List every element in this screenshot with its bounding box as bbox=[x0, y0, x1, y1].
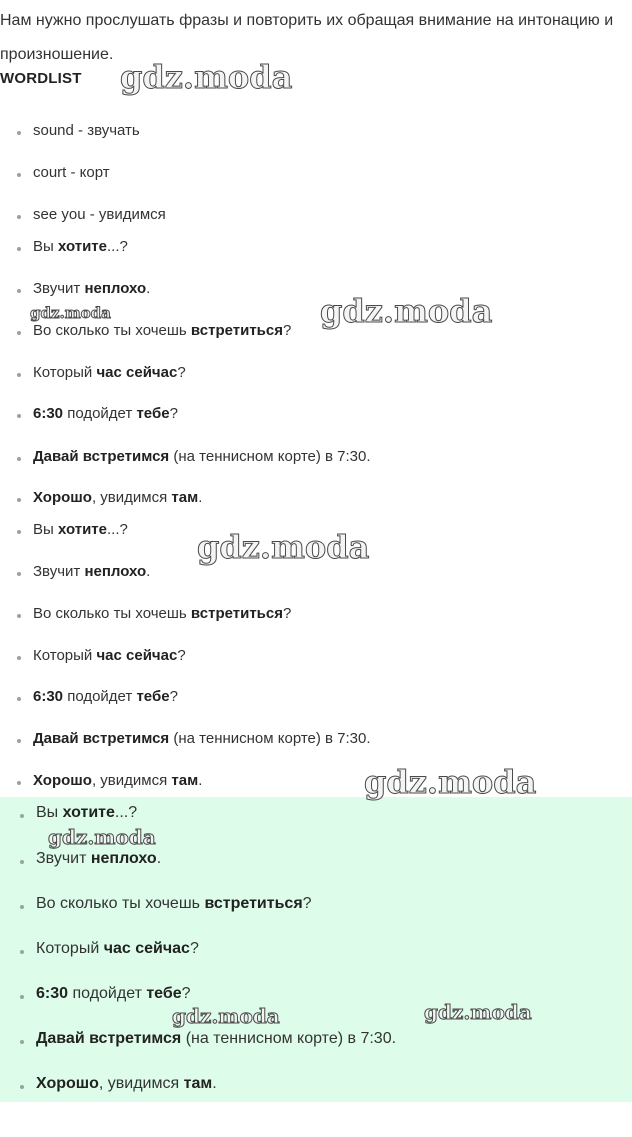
emphasized-text: там bbox=[171, 772, 199, 789]
list-item-text bbox=[33, 405, 178, 422]
watermark: gdz.moda bbox=[364, 763, 537, 801]
phrase-text: Который bbox=[33, 647, 97, 664]
watermark: gdz.moda bbox=[120, 58, 293, 96]
emphasized-text: Давай встретимся bbox=[33, 448, 170, 465]
phrase-text: . bbox=[198, 489, 203, 506]
phrase-text: Звучит bbox=[33, 280, 85, 297]
bullet-icon bbox=[20, 860, 24, 864]
watermark: gdz.moda bbox=[424, 1000, 532, 1024]
phrase-text: подойдет bbox=[68, 985, 147, 1002]
phrase-text: (на теннисном корте) в 7:30. bbox=[169, 448, 371, 465]
watermark: gdz.moda bbox=[48, 825, 156, 849]
phrase-text: ...? bbox=[106, 238, 128, 255]
phrase-text: . bbox=[146, 280, 151, 297]
list-item-text bbox=[33, 647, 186, 664]
emphasized-text: неплохо bbox=[84, 563, 147, 580]
list-item-text bbox=[36, 985, 191, 1003]
phrase-text: (на теннисном корте) в 7:30. bbox=[169, 730, 371, 747]
phrase-text: Звучит bbox=[33, 563, 85, 580]
emphasized-text: тебе bbox=[136, 405, 170, 422]
list-item-text bbox=[33, 322, 291, 339]
emphasized-text: там bbox=[183, 1075, 213, 1092]
emphasized-text: там bbox=[171, 489, 199, 506]
bullet-icon bbox=[20, 1040, 24, 1044]
phrase-text: подойдет bbox=[63, 405, 137, 422]
bullet-icon bbox=[17, 215, 21, 219]
wordlist-entry: court - корт bbox=[33, 164, 110, 181]
emphasized-text: Хорошо bbox=[33, 772, 92, 789]
list-item-text bbox=[33, 280, 150, 297]
watermark: gdz.moda bbox=[172, 1004, 280, 1028]
phrase-text: (на теннисном корте) в 7:30. bbox=[181, 1030, 397, 1047]
emphasized-text: хотите bbox=[57, 238, 107, 255]
list-item-text bbox=[33, 730, 371, 747]
phrase-text: Звучит bbox=[36, 850, 91, 867]
emphasized-text: встретиться bbox=[190, 322, 283, 339]
emphasized-text: Давай встретимся bbox=[36, 1030, 182, 1047]
watermark: gdz.moda bbox=[30, 304, 111, 322]
bullet-icon bbox=[17, 781, 21, 785]
phrase-text: . bbox=[156, 850, 162, 867]
emphasized-text: 6:30 bbox=[33, 405, 64, 422]
emphasized-text: встретиться bbox=[204, 895, 303, 912]
wordlist-heading: WORDLIST bbox=[0, 70, 82, 87]
emphasized-text: хотите bbox=[62, 804, 115, 821]
phrase-text: Вы bbox=[36, 804, 63, 821]
phrase-text: . bbox=[198, 772, 203, 789]
watermark: gdz.moda bbox=[320, 292, 493, 330]
emphasized-text: тебе bbox=[146, 985, 182, 1002]
bullet-icon bbox=[20, 1085, 24, 1089]
list-item-text bbox=[33, 563, 150, 580]
list-item-text bbox=[33, 448, 371, 465]
bullet-icon bbox=[20, 995, 24, 999]
bullet-icon bbox=[17, 331, 21, 335]
phrase-text: ? bbox=[169, 688, 178, 705]
phrase-text: ? bbox=[181, 985, 191, 1002]
list-item-text bbox=[36, 940, 199, 958]
emphasized-text: Хорошо bbox=[36, 1075, 99, 1092]
bullet-icon bbox=[17, 247, 21, 251]
phrase-text: , увидимся bbox=[98, 1075, 184, 1092]
list-item-text bbox=[36, 1075, 217, 1093]
phrase-text: , увидимся bbox=[91, 772, 172, 789]
phrase-text: Во сколько ты хочешь bbox=[33, 605, 191, 622]
phrase-text: ? bbox=[282, 605, 292, 622]
list-item-text bbox=[36, 850, 161, 868]
bullet-icon bbox=[20, 814, 24, 818]
emphasized-text: час сейчас bbox=[103, 940, 190, 957]
bullet-icon bbox=[17, 131, 21, 135]
list-item-text bbox=[33, 364, 186, 381]
emphasized-text: час сейчас bbox=[96, 647, 178, 664]
list-item-text bbox=[33, 489, 202, 506]
phrase-text: ? bbox=[177, 647, 186, 664]
bullet-icon bbox=[20, 950, 24, 954]
bullet-icon bbox=[17, 373, 21, 377]
phrase-text: . bbox=[212, 1075, 217, 1092]
bullet-icon bbox=[17, 414, 21, 418]
intro-text: Нам нужно прослушать фразы и повторить их обращая внимание на интонацию и произношение. bbox=[0, 12, 614, 63]
phrase-text: Который bbox=[33, 364, 97, 381]
phrase-text: ? bbox=[169, 405, 178, 422]
bullet-icon bbox=[17, 457, 21, 461]
bullet-icon bbox=[17, 656, 21, 660]
bullet-icon bbox=[17, 289, 21, 293]
emphasized-text: 6:30 bbox=[33, 688, 64, 705]
list-item-text bbox=[33, 521, 128, 538]
list-item-text bbox=[33, 688, 178, 705]
emphasized-text: Хорошо bbox=[33, 489, 92, 506]
bullet-icon bbox=[17, 614, 21, 618]
list-item-text bbox=[36, 1030, 396, 1048]
list-item-text bbox=[36, 804, 137, 822]
bullet-icon bbox=[17, 739, 21, 743]
list-item-text bbox=[36, 895, 312, 913]
bullet-icon bbox=[17, 498, 21, 502]
emphasized-text: неплохо bbox=[90, 850, 157, 867]
list-item-text bbox=[33, 206, 166, 223]
emphasized-text: 6:30 bbox=[36, 985, 69, 1002]
phrase-text: Во сколько ты хочешь bbox=[33, 322, 191, 339]
bullet-icon bbox=[17, 697, 21, 701]
list-item-text bbox=[33, 238, 128, 255]
emphasized-text: тебе bbox=[136, 688, 170, 705]
phrase-text: , увидимся bbox=[91, 489, 172, 506]
phrase-text: ? bbox=[302, 895, 312, 912]
bullet-icon bbox=[17, 572, 21, 576]
phrase-text: ? bbox=[189, 940, 199, 957]
emphasized-text: встретиться bbox=[190, 605, 283, 622]
phrase-text: ? bbox=[282, 322, 292, 339]
bullet-icon bbox=[20, 905, 24, 909]
bullet-icon bbox=[17, 173, 21, 177]
list-item-text bbox=[33, 164, 110, 181]
phrase-text: ...? bbox=[106, 521, 128, 538]
bullet-icon bbox=[17, 530, 21, 534]
list-item-text bbox=[33, 122, 140, 139]
phrase-text: . bbox=[146, 563, 151, 580]
emphasized-text: неплохо bbox=[84, 280, 147, 297]
emphasized-text: хотите bbox=[57, 521, 107, 538]
phrase-text: Вы bbox=[33, 238, 58, 255]
list-item-text bbox=[33, 605, 291, 622]
phrase-text: Вы bbox=[33, 521, 58, 538]
phrase-text: ...? bbox=[114, 804, 138, 821]
phrase-text: подойдет bbox=[63, 688, 137, 705]
phrase-text: Во сколько ты хочешь bbox=[36, 895, 205, 912]
phrase-text: ? bbox=[177, 364, 186, 381]
wordlist-entry: sound - звучать bbox=[33, 122, 140, 139]
emphasized-text: час сейчас bbox=[96, 364, 178, 381]
list-item-text bbox=[33, 772, 202, 789]
emphasized-text: Давай встретимся bbox=[33, 730, 170, 747]
watermark: gdz.moda bbox=[197, 528, 370, 566]
phrase-text: Который bbox=[36, 940, 104, 957]
wordlist-entry: see you - увидимся bbox=[33, 206, 166, 223]
